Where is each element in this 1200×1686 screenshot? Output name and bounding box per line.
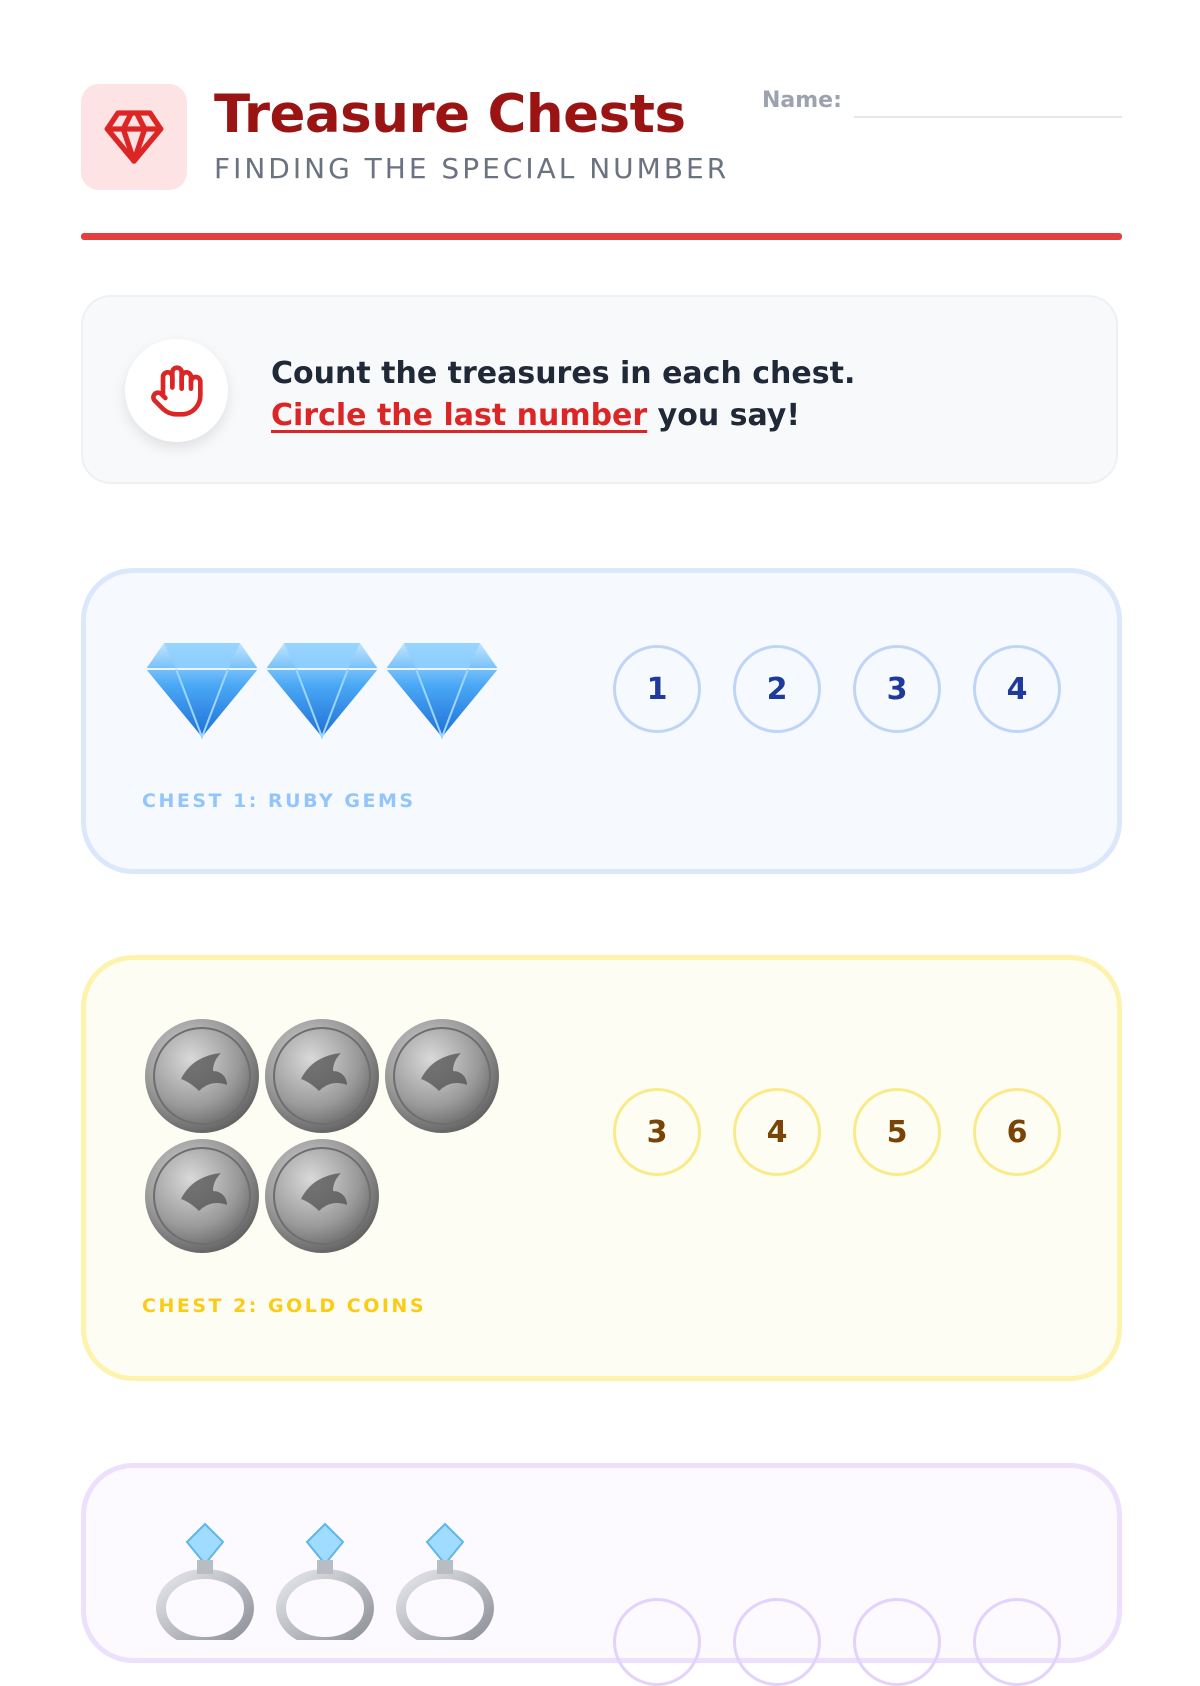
page-subtitle: FINDING THE SPECIAL NUMBER	[214, 152, 730, 185]
instruction-line-2	[271, 395, 855, 437]
chest-card-1	[81, 568, 1122, 874]
coin-icon	[262, 1016, 382, 1136]
chest-items	[142, 1520, 512, 1640]
diamond-icon	[382, 629, 502, 749]
instructions-text	[271, 353, 855, 437]
coin-icon	[142, 1136, 262, 1256]
number-choice[interactable]: 4	[973, 645, 1061, 733]
number-choice[interactable]	[613, 1598, 701, 1686]
hand-icon	[149, 363, 205, 419]
chest-label: CHEST 1: RUBY GEMS	[142, 790, 416, 812]
number-choice[interactable]	[733, 1598, 821, 1686]
chest-items	[142, 629, 512, 749]
number-choice[interactable]	[853, 1598, 941, 1686]
worksheet-header	[81, 84, 1122, 244]
header-divider	[81, 233, 1122, 240]
instruction-line-1: Count the treasures in each chest.	[271, 356, 856, 391]
chest-items	[142, 1016, 512, 1256]
coin-icon	[262, 1136, 382, 1256]
logo-badge	[81, 84, 187, 190]
ring-icon	[262, 1520, 382, 1640]
number-options	[613, 645, 1093, 733]
instruction-emphasis: Circle the last number	[271, 398, 648, 433]
number-options	[613, 1598, 1093, 1686]
name-write-line[interactable]	[854, 116, 1122, 118]
ring-icon	[382, 1520, 502, 1640]
number-choice[interactable]: 4	[733, 1088, 821, 1176]
number-options	[613, 1088, 1093, 1176]
name-label: Name:	[762, 88, 842, 113]
ring-icon	[142, 1520, 262, 1640]
number-choice[interactable]: 1	[613, 645, 701, 733]
diamond-icon	[142, 629, 262, 749]
instructions-panel	[81, 295, 1118, 484]
number-choice[interactable]: 5	[853, 1088, 941, 1176]
diamond-icon	[262, 629, 382, 749]
coin-icon	[142, 1016, 262, 1136]
hand-badge	[125, 339, 228, 442]
chest-card-2	[81, 955, 1122, 1381]
chest-card-3	[81, 1463, 1122, 1663]
instruction-line-2-rest: you say!	[647, 398, 801, 433]
chest-label: CHEST 2: GOLD COINS	[142, 1295, 427, 1317]
coin-icon	[382, 1016, 502, 1136]
number-choice[interactable]: 2	[733, 645, 821, 733]
number-choice[interactable]	[973, 1598, 1061, 1686]
page-title: Treasure Chests	[214, 84, 686, 145]
gem-icon	[102, 105, 166, 169]
number-choice[interactable]: 6	[973, 1088, 1061, 1176]
number-choice[interactable]: 3	[853, 645, 941, 733]
number-choice[interactable]: 3	[613, 1088, 701, 1176]
